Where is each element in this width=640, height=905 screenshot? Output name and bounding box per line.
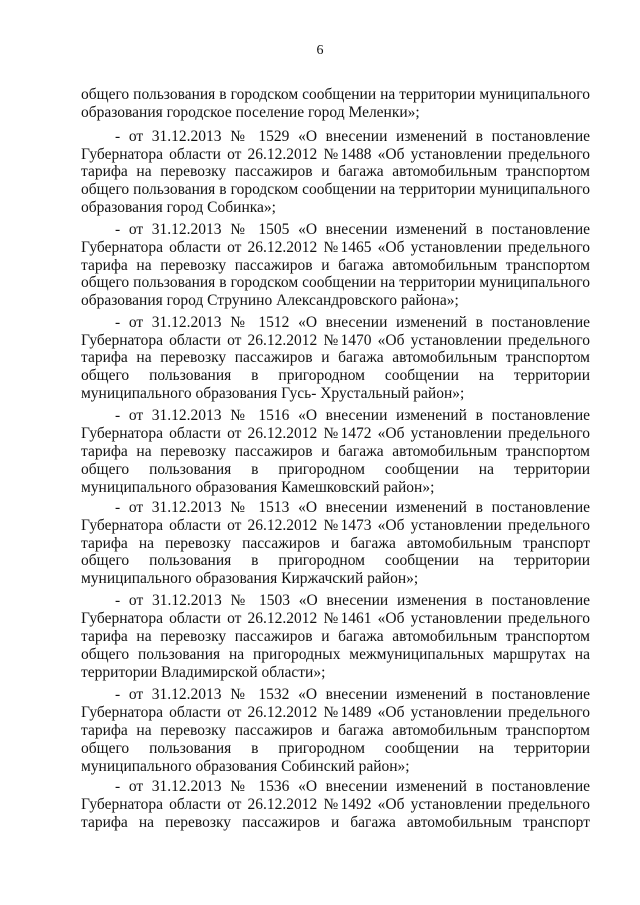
text-line: Губернатора области от 26.12.2012 №1488 «Об установлении предельного bbox=[81, 146, 590, 163]
text-line: общего пользования в городском сообщении на территории муниципального bbox=[81, 86, 590, 103]
text-line: образования город Струнино Александровского района»; bbox=[81, 292, 459, 309]
text-line: - от 31.12.2013 № 1503 «О внесении изменения в постановление bbox=[115, 592, 590, 609]
text-line: общего пользования в пригородном сообщении на территории bbox=[81, 367, 590, 384]
text-line: муниципального образования Киржачский район»; bbox=[81, 570, 419, 587]
text-line: общего пользования на пригородных межмуниципальных маршрутах на bbox=[81, 646, 590, 663]
text-line: - от 31.12.2013 № 1532 «О внесении изменений в постановление bbox=[115, 686, 590, 703]
text-line: общего пользования в пригородном сообщении на территории bbox=[81, 552, 590, 569]
text-line: тарифа на перевозку пассажиров и багажа автомобильным транспортом bbox=[81, 722, 590, 739]
text-line: Губернатора области от 26.12.2012 №1470 «Об установлении предельного bbox=[81, 332, 590, 349]
page-number: 6 bbox=[316, 43, 324, 58]
text-line: - от 31.12.2013 № 1536 «О внесении изменений в постановление bbox=[115, 778, 590, 795]
text-line: муниципального образования Гусь- Хрустальный район»; bbox=[81, 385, 465, 402]
text-line: тарифа на перевозку пассажиров и багажа автомобильным транспорт bbox=[81, 535, 590, 552]
text-line: образования город Собинка»; bbox=[81, 199, 276, 216]
text-line: - от 31.12.2013 № 1512 «О внесении изменений в постановление bbox=[115, 314, 590, 331]
text-line: Губернатора области от 26.12.2012 №1472 «Об установлении предельного bbox=[81, 425, 590, 442]
text-line: тарифа на перевозку пассажиров и багажа автомобильным транспортом bbox=[81, 349, 590, 366]
text-line: общего пользования в городском сообщении на территории муниципального bbox=[81, 274, 590, 291]
text-line: общего пользования в городском сообщении на территории муниципального bbox=[81, 181, 590, 198]
text-line: - от 31.12.2013 № 1505 «О внесении изменений в постановление bbox=[115, 221, 590, 238]
text-line: тарифа на перевозку пассажиров и багажа автомобильным транспортом bbox=[81, 163, 590, 180]
text-line: тарифа на перевозку пассажиров и багажа автомобильным транспортом bbox=[81, 628, 590, 645]
text-line: - от 31.12.2013 № 1513 «О внесении изменений в постановление bbox=[115, 499, 590, 516]
text-line: тарифа на перевозку пассажиров и багажа автомобильным транспорт bbox=[81, 814, 590, 831]
text-line: общего пользования в пригородном сообщении на территории bbox=[81, 461, 590, 478]
text-line: тарифа на перевозку пассажиров и багажа автомобильным транспортом bbox=[81, 443, 590, 460]
text-line: тарифа на перевозку пассажиров и багажа автомобильным транспортом bbox=[81, 257, 590, 274]
text-line: Губернатора области от 26.12.2012 №1473 «Об установлении предельного bbox=[81, 517, 590, 534]
text-line: образования городское поселение город Меленки»; bbox=[81, 104, 420, 121]
text-line: муниципального образования Собинский район»; bbox=[81, 758, 410, 775]
text-line: Губернатора области от 26.12.2012 №1461 «Об установлении предельного bbox=[81, 610, 590, 627]
text-line: муниципального образования Камешковский район»; bbox=[81, 479, 435, 496]
text-line: территории Владимирской области»; bbox=[81, 664, 326, 681]
text-line: Губернатора области от 26.12.2012 №1489 «Об установлении предельного bbox=[81, 704, 590, 721]
text-line: общего пользования в пригородном сообщении на территории bbox=[81, 740, 590, 757]
text-line: - от 31.12.2013 № 1516 «О внесении изменений в постановление bbox=[115, 407, 590, 424]
text-line: - от 31.12.2013 № 1529 «О внесении изменений в постановление bbox=[115, 128, 590, 145]
text-line: Губернатора области от 26.12.2012 №1492 «Об установлении предельного bbox=[81, 796, 590, 813]
text-line: Губернатора области от 26.12.2012 №1465 «Об установлении предельного bbox=[81, 239, 590, 256]
